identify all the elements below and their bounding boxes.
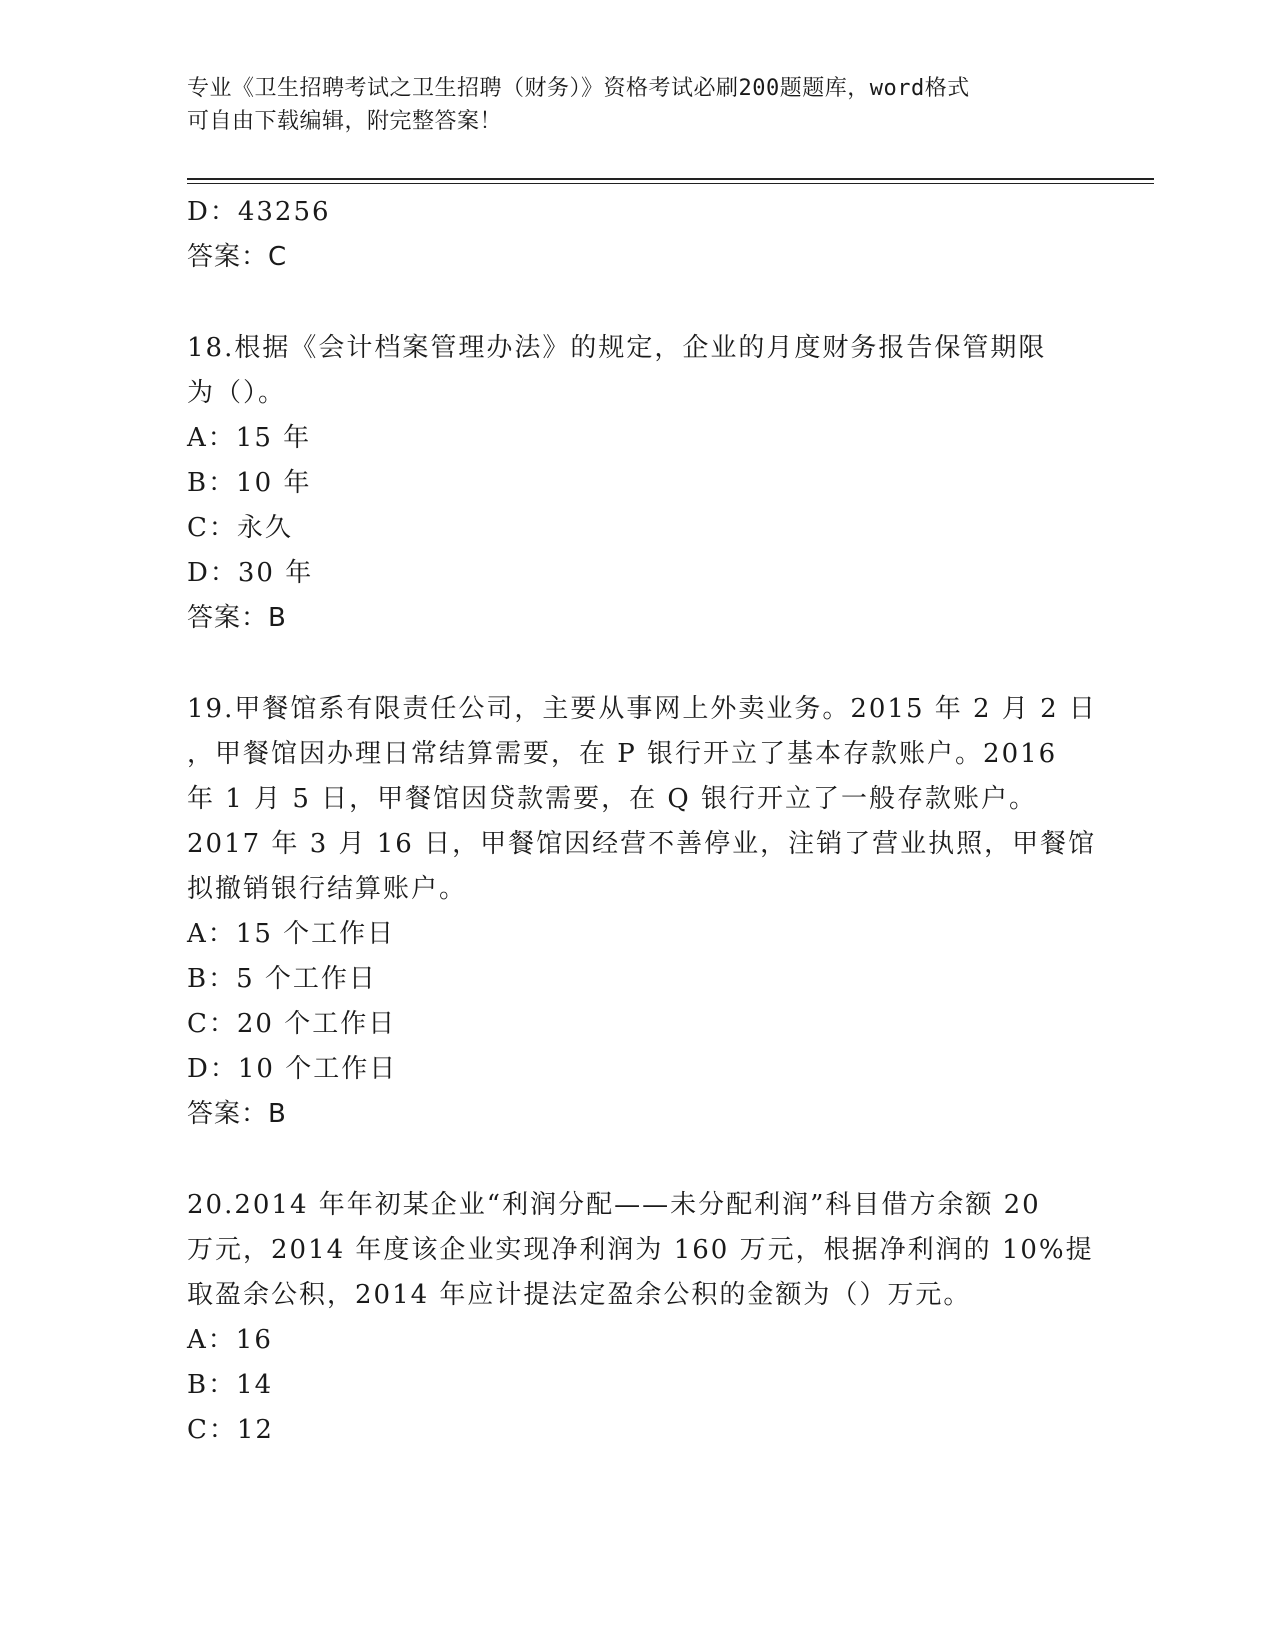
header-divider-thin	[187, 183, 1154, 184]
option-b: B：14	[187, 1370, 274, 1400]
answer: 答案：C	[187, 242, 288, 272]
question-stem-line: 年 1 月 5 日，甲餐馆因贷款需要，在 Q 银行开立了一般存款账户。	[187, 784, 1037, 814]
question-stem-line: ，甲餐馆因办理日常结算需要，在 P 银行开立了基本存款账户。2016	[187, 739, 1058, 769]
option-d: D：10 个工作日	[187, 1054, 398, 1084]
question-stem-line: 取盈余公积，2014 年应计提法定盈余公积的金额为（）万元。	[187, 1280, 972, 1310]
option-b: B：5 个工作日	[187, 964, 377, 994]
question-19	[187, 687, 1097, 1137]
option-c: C：20 个工作日	[187, 1009, 397, 1039]
option-a: A：15 年	[187, 423, 312, 453]
question-stem-line: 万元，2014 年度该企业实现净利润为 160 万元，根据净利润的 10%提	[187, 1235, 1094, 1265]
question-stem-line: 20.2014 年年初某企业“利润分配——未分配利润”科目借方余额 20	[187, 1190, 1041, 1220]
page-header	[187, 72, 1067, 138]
option-b: B：10 年	[187, 468, 312, 498]
answer: 答案：B	[187, 603, 287, 633]
header-line-1: 专业《卫生招聘考试之卫生招聘（财务）》资格考试必刷200题题库，word格式	[187, 76, 970, 101]
option-d: D：43256	[187, 197, 331, 227]
option-a: A：16	[187, 1325, 273, 1355]
question-stem-line: 拟撤销银行结算账户。	[187, 874, 468, 904]
question-18	[187, 326, 1087, 641]
question-stem-line: 19.甲餐馆系有限责任公司，主要从事网上外卖业务。2015 年 2 月 2 日	[187, 694, 1097, 724]
spacer	[187, 641, 1087, 687]
spacer	[187, 280, 1087, 326]
spacer	[187, 1137, 1087, 1183]
question-stem-line: 18.根据《会计档案管理办法》的规定，企业的月度财务报告保管期限	[187, 333, 1047, 363]
option-d: D：30 年	[187, 558, 314, 588]
header-divider	[187, 178, 1154, 180]
question-content	[187, 190, 1097, 1453]
option-a: A：15 个工作日	[187, 919, 396, 949]
question-stem-line: 2017 年 3 月 16 日，甲餐馆因经营不善停业，注销了营业执照，甲餐馆	[187, 829, 1097, 859]
option-c: C：永久	[187, 513, 293, 543]
question-stem-line: 为（）。	[187, 378, 287, 408]
option-c: C：12	[187, 1415, 274, 1445]
question-20	[187, 1183, 1094, 1453]
header-line-2: 可自由下载编辑，附完整答案！	[187, 109, 503, 134]
answer: 答案：B	[187, 1099, 287, 1129]
